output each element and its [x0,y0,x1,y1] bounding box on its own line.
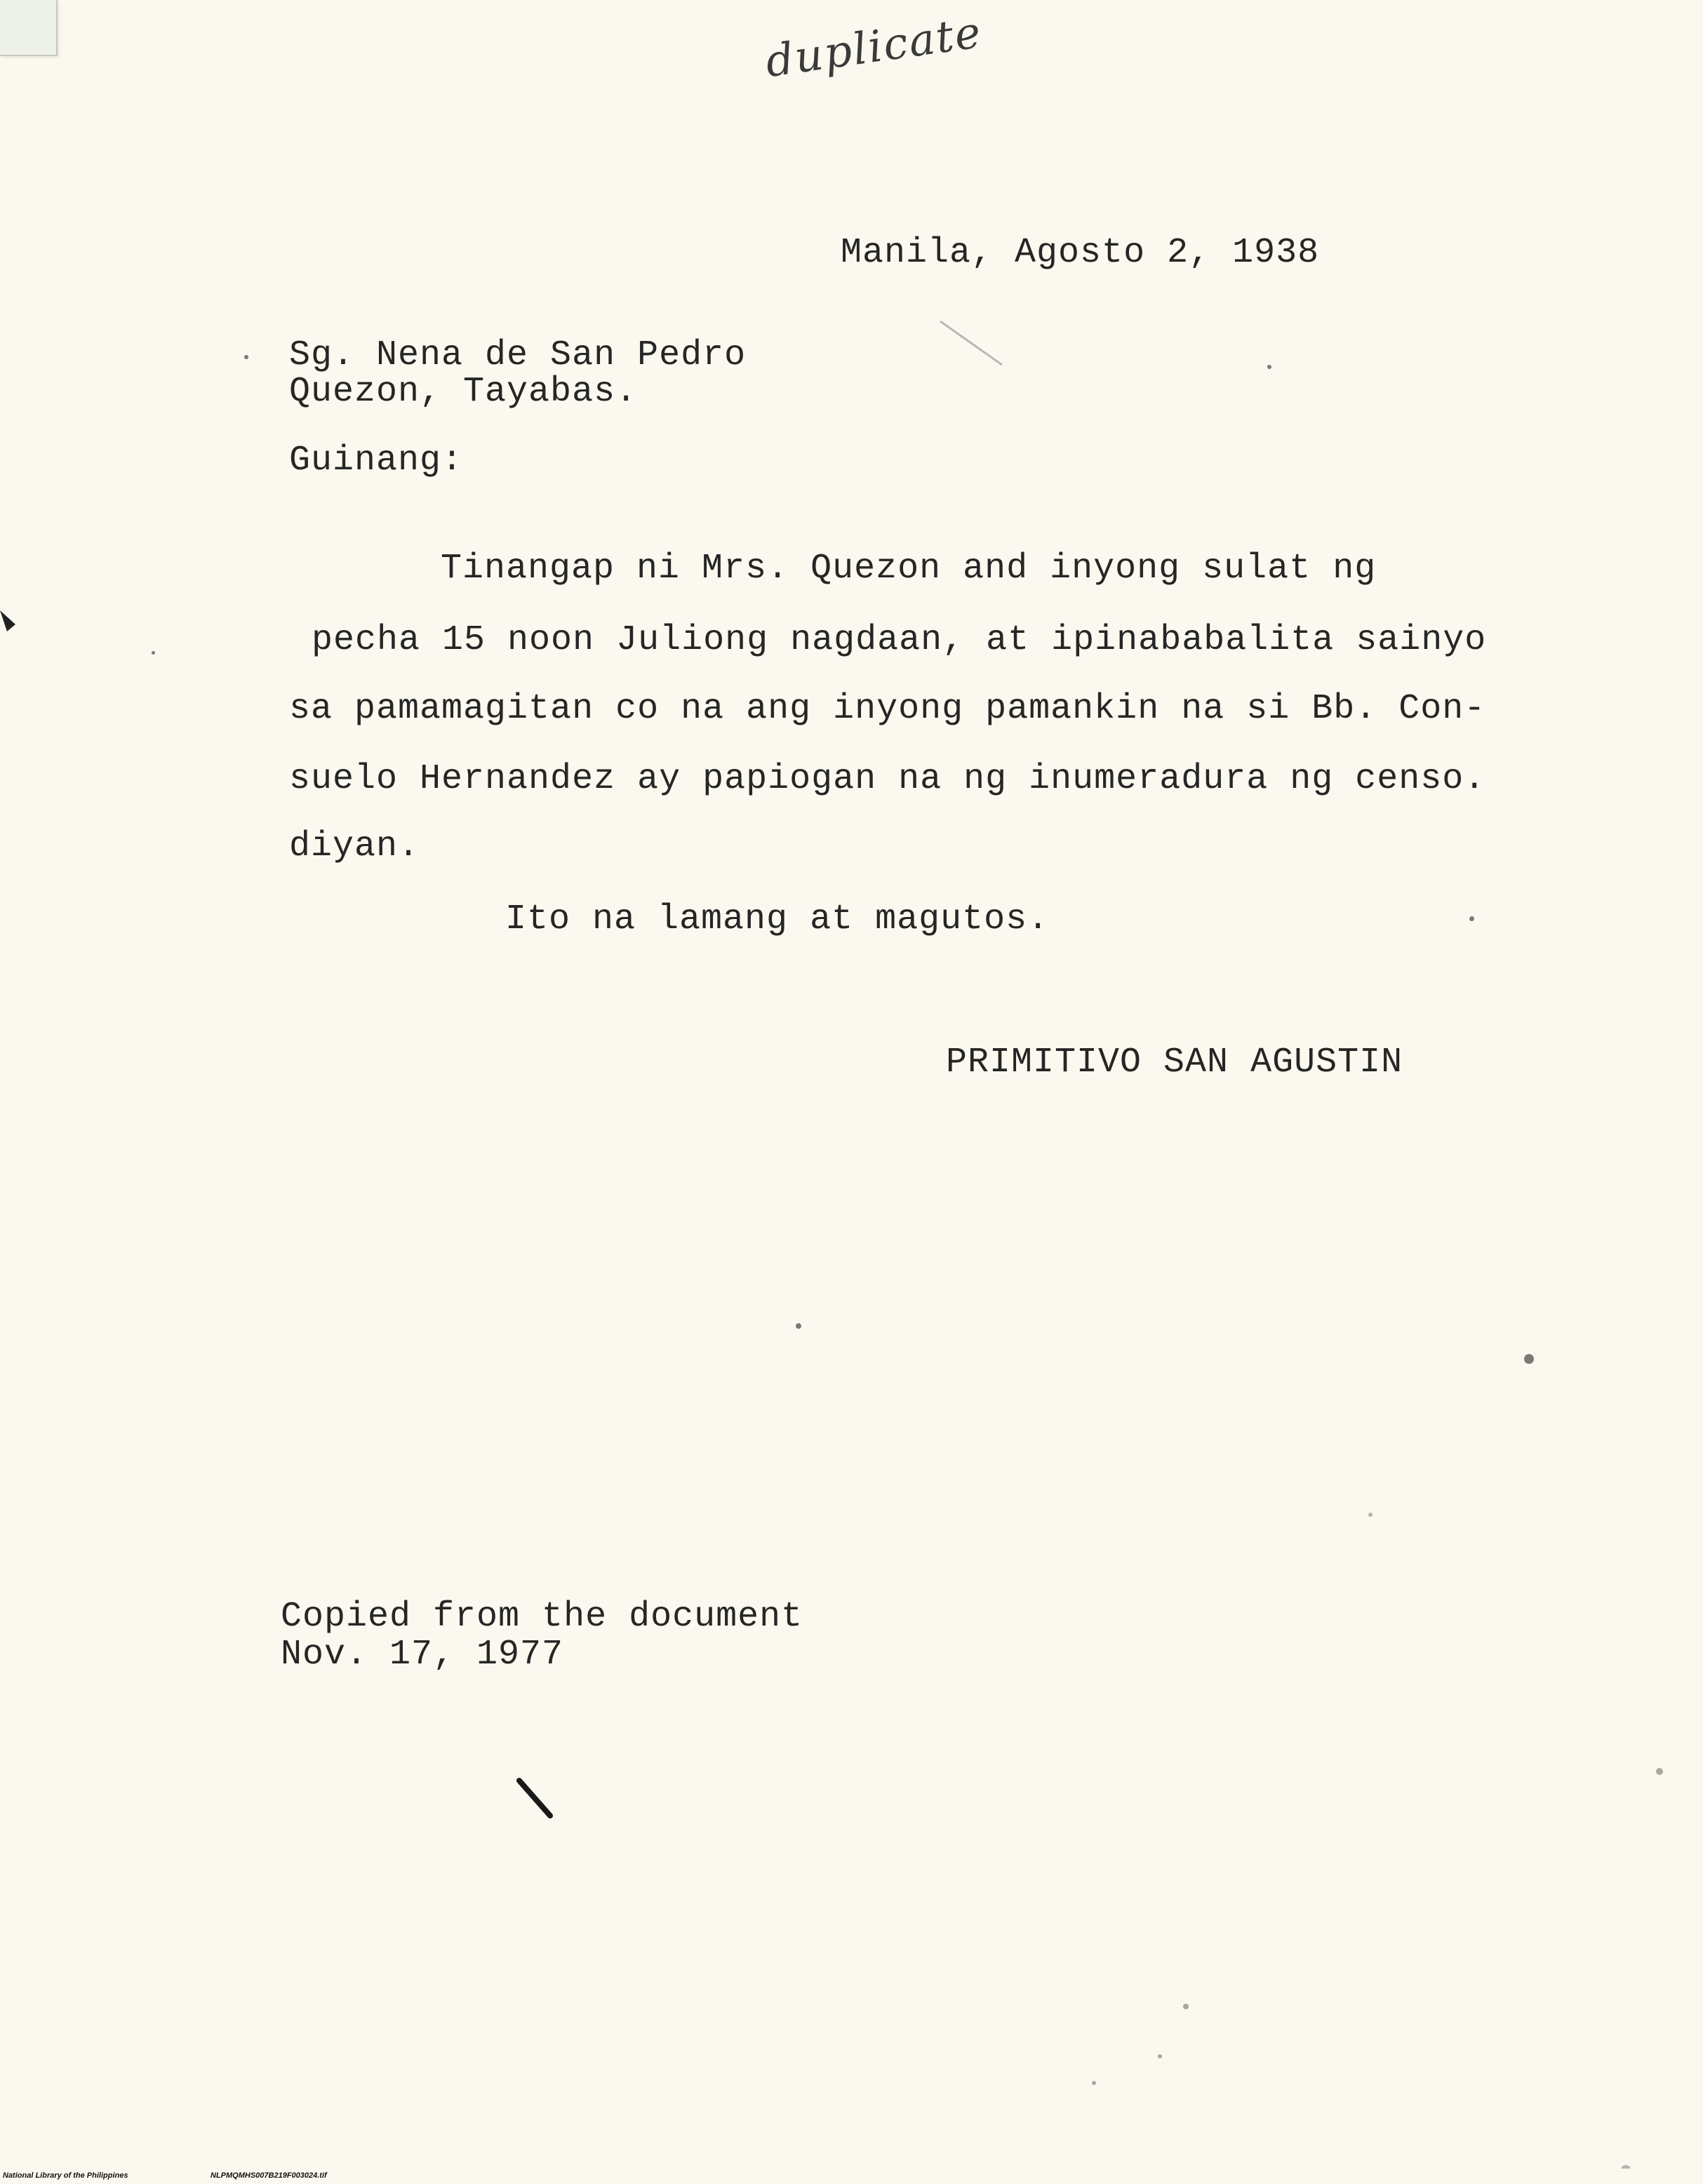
copy-note-line2: Nov. 17, 1977 [281,1635,564,1675]
salutation: Guinang: [289,441,464,481]
ink-speck [796,1323,801,1329]
copy-note-line1: Copied from the document [281,1597,803,1637]
stray-mark [519,1781,550,1816]
ink-speck [1524,1354,1534,1364]
ink-speck [244,355,248,359]
ink-speck [1183,2004,1189,2009]
body-line: sa pamamagitan co na ang inyong pamankin na si Bb. Con- [289,689,1486,729]
footer-file-id: NLPMQMHS007B219F003024.tif [211,2171,327,2180]
date-line: Manila, Agosto 2, 1938 [841,233,1320,273]
addressee-name: Sg. Nena de San Pedro [289,335,747,375]
ink-speck [1158,2054,1162,2058]
body-line: Tinangap ni Mrs. Quezon and inyong sulat ng [441,549,1377,589]
tape-corner [0,0,58,56]
ink-speck [1092,2081,1096,2085]
addressee-address: Quezon, Tayabas. [289,372,638,412]
body-line: diyan. [289,826,420,866]
stray-mark [940,321,1002,365]
ink-speck [1656,1768,1663,1775]
body-line: suelo Hernandez ay papiogan na ng inumeradura ng censo. [289,759,1486,799]
ink-speck [1469,916,1474,921]
closing-line: Ito na lamang at magutos. [505,899,1050,939]
ink-speck [152,651,155,655]
signatory: PRIMITIVO SAN AGUSTIN [946,1043,1403,1083]
edge-mark [0,610,15,631]
body-line: pecha 15 noon Juliong nagdaan, at ipinababalita sainyo [312,620,1487,660]
ink-speck [1368,1513,1373,1517]
footer-library: National Library of the Philippines [3,2171,128,2180]
ink-speck [1267,365,1271,369]
handwritten-annotation: duplicate [762,6,985,88]
